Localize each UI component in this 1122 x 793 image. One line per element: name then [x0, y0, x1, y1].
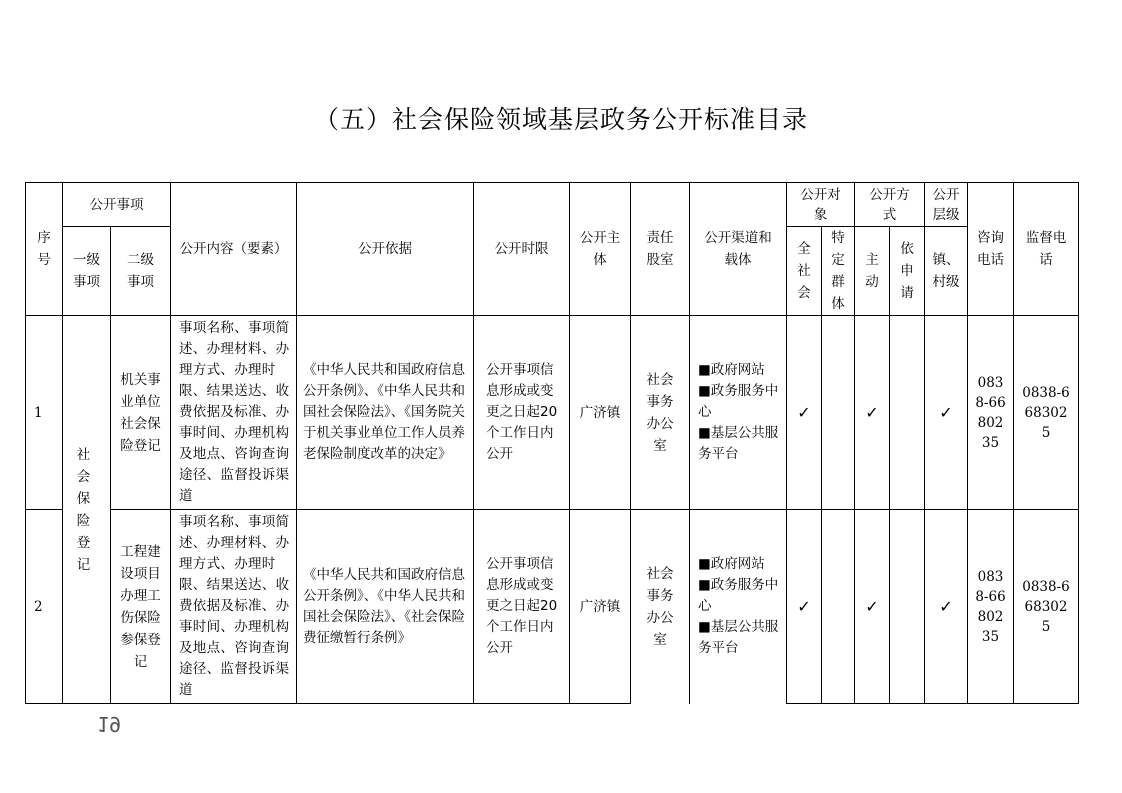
- header-level1: 一级事项: [63, 227, 111, 316]
- content-cell: 事项名称、事项简述、办理材料、办理方式、办理时限、结果送达、收费依据及标准、办事时间、办理机构及地点、咨询查询途径、监督投诉渠道: [171, 510, 297, 704]
- header-method-apply: 依申请: [890, 227, 925, 316]
- channel-item: ■政府网站: [698, 556, 765, 573]
- page-title: （五）社会保险领域基层政务公开标准目录: [313, 105, 808, 134]
- level2-cell: 工程建设项目办理工伤保险参保登记: [111, 510, 171, 704]
- header-target-group: 特定群体: [822, 227, 855, 316]
- header-seq: 序号: [26, 183, 63, 316]
- check-apply: [890, 316, 925, 510]
- supervise-phone: 0838-6683025: [1014, 316, 1079, 510]
- header-office: 责任股室: [631, 183, 690, 316]
- consult-phone: 0838-6680235: [968, 316, 1014, 510]
- header-subject: 公开主体: [570, 183, 631, 316]
- level1-cell: 社会保险登记: [63, 316, 111, 704]
- catalog-table: [25, 182, 1079, 704]
- header-row-1: [26, 183, 1079, 227]
- header-method: 公开方式: [855, 183, 925, 227]
- check-active: ✓: [855, 316, 890, 510]
- header-channel: 公开渠道和载体: [690, 183, 787, 316]
- table-row: [26, 316, 1079, 510]
- office-cell: 社会事务办公室: [631, 316, 690, 510]
- check-all: ✓: [787, 510, 822, 704]
- row-seq: 1: [26, 316, 63, 510]
- row-seq: 2: [26, 510, 63, 704]
- check-apply: [890, 510, 925, 704]
- level2-cell: 机关事业单位社会保险登记: [111, 316, 171, 510]
- header-supervise: 监督电话: [1014, 183, 1079, 316]
- header-time: 公开时限: [474, 183, 570, 316]
- header-level: 公开层级: [925, 183, 968, 227]
- channel-item: ■基层公共服务平台: [698, 619, 779, 657]
- channel-cell: [690, 316, 787, 510]
- basis-cell: 《中华人民共和国政府信息公开条例》、《中华人民共和国社会保险法》、《国务院关于机关事业单位工作人员养老保险制度改革的决定》: [297, 316, 474, 510]
- header-level-town: 镇、村级: [925, 227, 968, 316]
- header-level2: 二级事项: [111, 227, 171, 316]
- subject-cell: 广济镇: [570, 316, 631, 510]
- header-target-all: 全社会: [787, 227, 822, 316]
- check-town: ✓: [925, 510, 968, 704]
- office-cell: 社会事务办公室: [631, 510, 690, 704]
- check-all: ✓: [787, 316, 822, 510]
- check-town: ✓: [925, 316, 968, 510]
- header-method-active: 主动: [855, 227, 890, 316]
- header-target: 公开对象: [787, 183, 855, 227]
- time-cell: 公开事项信息形成或变更之日起20个工作日内公开: [474, 316, 570, 510]
- basis-cell: 《中华人民共和国政府信息公开条例》、《中华人民共和国社会保险法》、《社会保险费征缴暂行条例》: [297, 510, 474, 704]
- header-basis: 公开依据: [297, 183, 474, 316]
- subject-cell: 广济镇: [570, 510, 631, 704]
- check-group: [822, 510, 855, 704]
- check-active: ✓: [855, 510, 890, 704]
- consult-phone: 0838-6680235: [968, 510, 1014, 704]
- channel-item: ■政务服务中心: [698, 577, 779, 615]
- channel-cell: [690, 510, 787, 704]
- header-content: 公开内容（要素）: [171, 183, 297, 316]
- content-cell: 事项名称、事项简述、办理材料、办理方式、办理时限、结果送达、收费依据及标准、办事时间、办理机构及地点、咨询查询途径、监督投诉渠道: [171, 316, 297, 510]
- channel-item: ■基层公共服务平台: [698, 425, 779, 462]
- page-number: 19: [97, 712, 122, 736]
- time-cell: 公开事项信息形成或变更之日起20个工作日内公开: [474, 510, 570, 704]
- channel-item: ■政务服务中心: [698, 383, 779, 420]
- supervise-phone: 0838-6683025: [1014, 510, 1079, 704]
- table-row: [26, 510, 1079, 704]
- header-consult: 咨询电话: [968, 183, 1014, 316]
- header-matter: 公开事项: [63, 183, 171, 227]
- check-group: [822, 316, 855, 510]
- channel-item: ■政府网站: [698, 362, 765, 378]
